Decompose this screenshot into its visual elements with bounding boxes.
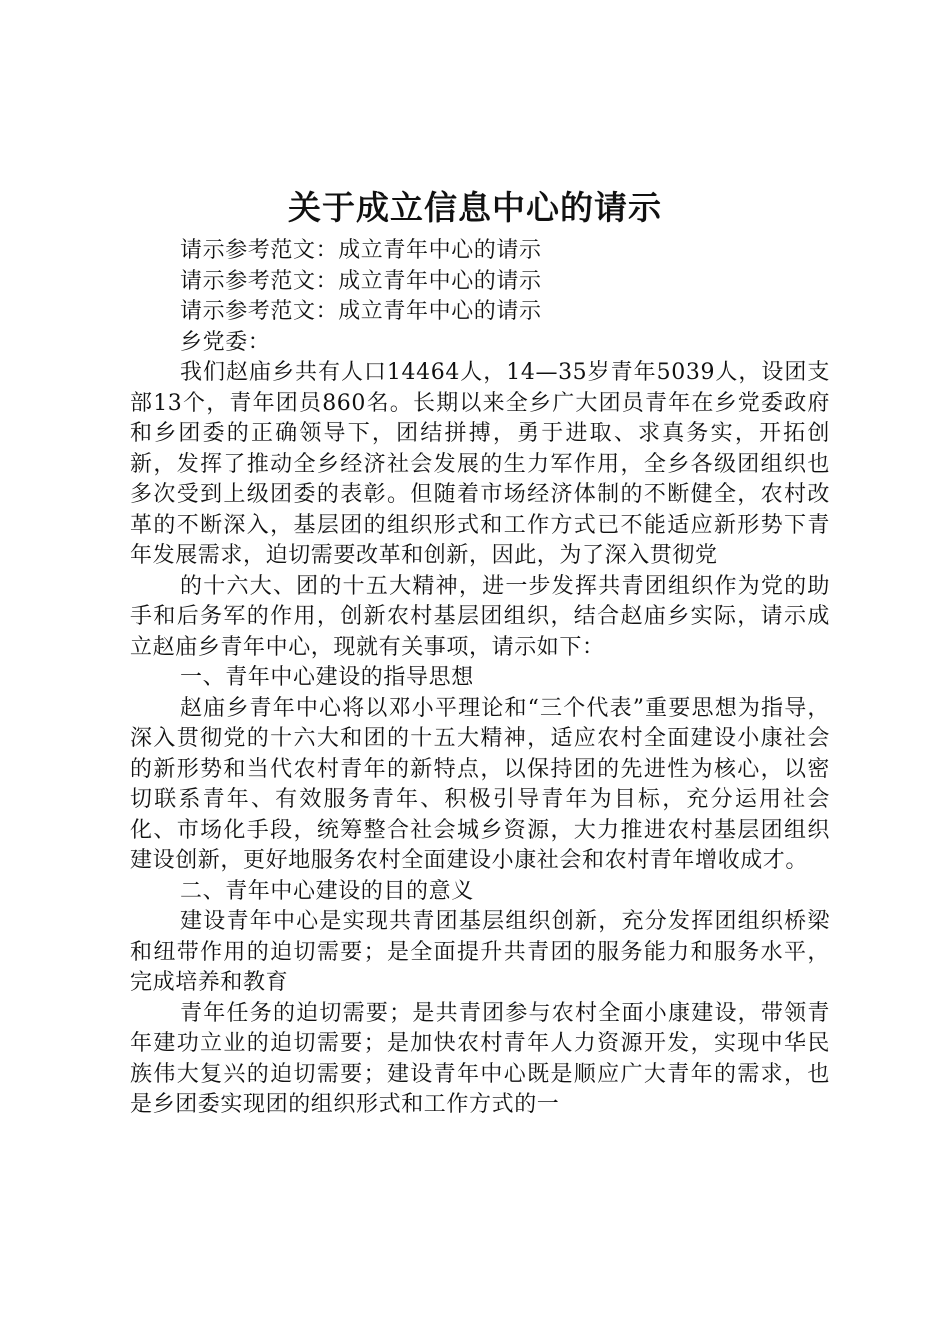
paragraph-guiding-thought: 赵庙乡青年中心将以邓小平理论和“三个代表”重要思想为指导，深入贯彻党的十六大和团的十五大精神，适应农村全面建设小康社会的新形势和当代农村青年的新特点，以保持团的先进性为核心，以密切联系青年、有效服务青年、积极引导青年为目标，充分运用社会化、市场化手段，统筹整合社会城乡资源，大力推进农村基层团组织建设创新，更好地服务农村全面建设小康社会和农村青年增收成才。 xyxy=(130,695,830,873)
paragraph-reference-3: 请示参考范文：成立青年中心的请示 xyxy=(180,299,542,324)
paragraph-reference-2: 请示参考范文：成立青年中心的请示 xyxy=(180,268,542,294)
paragraph-purpose-2: 青年任务的迫切需要；是共青团参与农村全面小康建设，带领青年建功立业的迫切需要；是加快农村青年人力资源开发，实现中华民族伟大复兴的迫切需要；建设青年中心既是顺应广大青年的需求，也是乡团委实现团的组织形式和工作方式的一 xyxy=(130,1000,830,1117)
paragraph-reference-1: 请示参考范文：成立青年中心的请示 xyxy=(180,238,542,263)
section-heading-purpose: 二、青年中心建设的目的意义 xyxy=(180,878,474,904)
paragraph-salutation: 乡党委： xyxy=(180,329,271,355)
paragraph-background: 我们赵庙乡共有人口14464人，14—35岁青年5039人，设团支部13个，青年团员860名。长期以来全乡广大团员青年在乡党委政府和乡团委的正确领导下，团结拼搏，勇于进取、求真务实，开拓创新，发挥了推动全乡经济社会发展的生力军作用，全乡各级团组织也多次受到上级团委的表彰。但随着市场经济体制的不断健全，农村改革的不断深入，基层团的组织形式和工作方式已不能适应新形势下青年发展需求，迫切需要改革和创新，因此，为了深入贯彻党 xyxy=(130,360,830,568)
paragraph-purpose-1: 建设青年中心是实现共青团基层组织创新，充分发挥团组织桥梁和纽带作用的迫切需要；是全面提升共青团的服务能力和服务水平，完成培养和教育 xyxy=(130,909,830,995)
document-title: 关于成立信息中心的请示 xyxy=(288,188,662,227)
paragraph-request: 的十六大、团的十五大精神，进一步发挥共青团组织作为党的助手和后务军的作用，创新农村基层团组织，结合赵庙乡实际，请示成立赵庙乡青年中心，现就有关事项，请示如下： xyxy=(130,573,830,660)
section-heading-guiding-thought: 一、青年中心建设的指导思想 xyxy=(180,665,474,690)
document-body xyxy=(130,236,830,1121)
